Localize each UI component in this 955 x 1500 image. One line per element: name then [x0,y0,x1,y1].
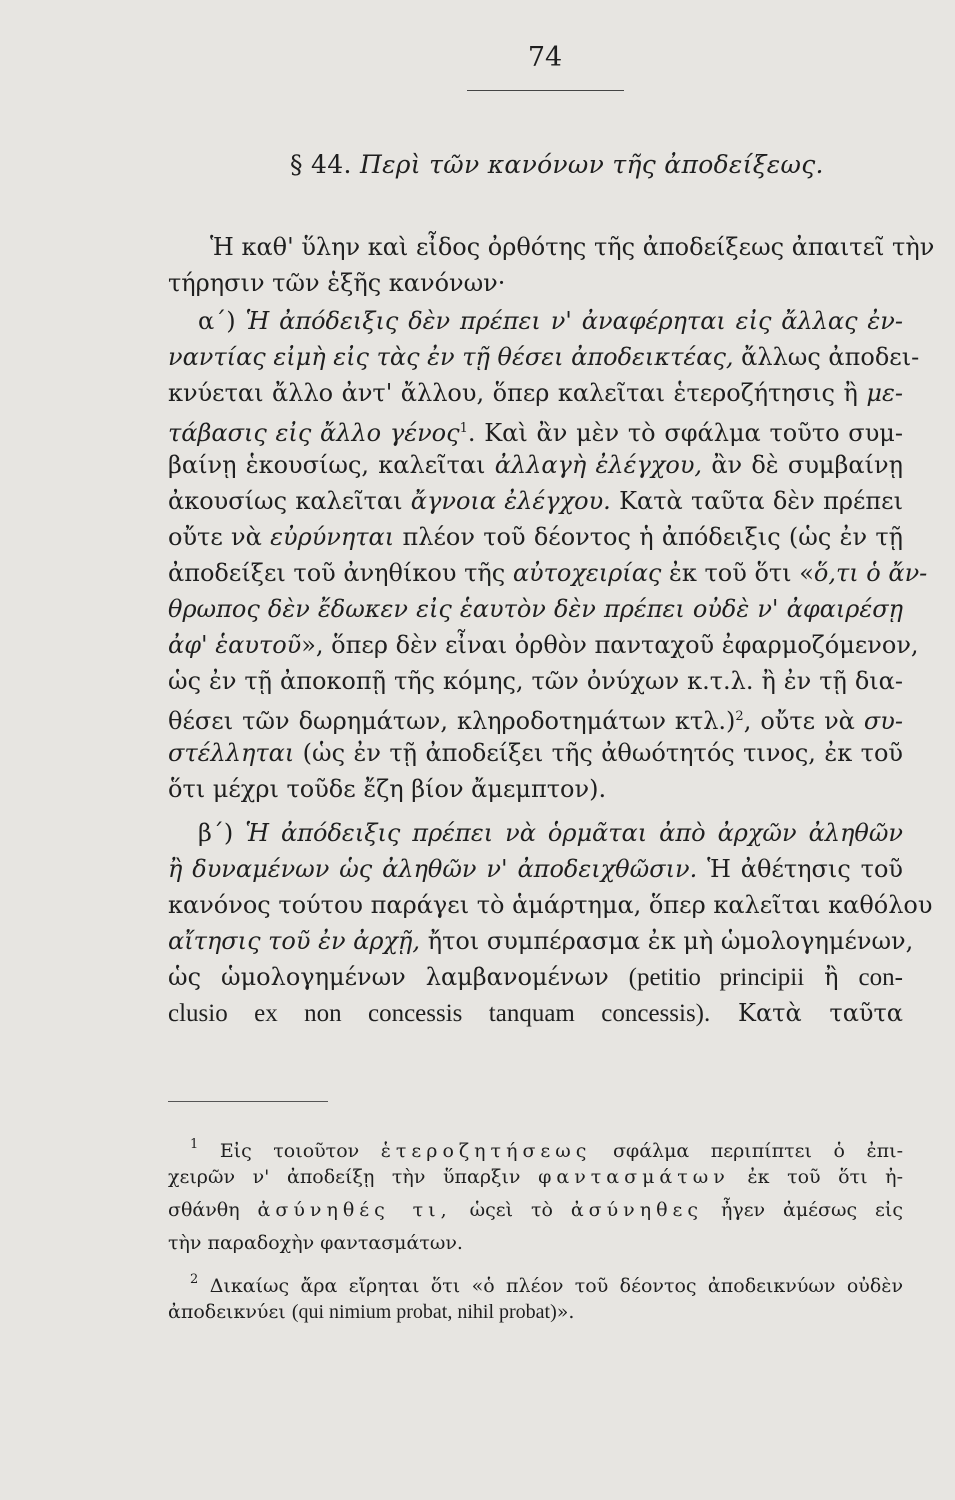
text-line-18: ἢ δυναμένων ὡς ἀληθῶν ν' ἀποδειχθῶσιν. Ἡ ἀθέτησις τοῦ [168,855,903,883]
footnote-ref-1: 1 [459,421,468,436]
footnote-2-line-1: $^2$ Δικαίως ἄρα εἴρηται ὅτι «ὁ πλέον τοῦ δέοντος ἀποδεικνύων οὐδὲν [190,1272,904,1297]
footnote-1-line-4: τὴν παραδοχὴν φαντασμάτων. [168,1232,463,1254]
section-title: Περὶ τῶν κανόνων τῆς ἀποδείξεως. [359,150,824,179]
section-heading [290,150,824,179]
footnote-1-line-2: χειρῶν ν' ἀποδείξῃ τὴν ὕπαρξιν φαντασμάτων ἐκ τοῦ ὅτι ἠ- [168,1166,903,1188]
footnote-2-mark: 2 [190,1272,199,1287]
text-line-13: ὡς ἐν τῇ ἀποκοπῇ τῆς κόμης, τῶν ὀνύχων κ.τ.λ. ἢ ἐν τῇ δια- [168,667,903,695]
text-line-3: α΄) Ἡ ἀπόδειξις δὲν πρέπει ν' ἀναφέρηται εἰς ἄλλας ἐν- [198,307,903,335]
footnote-1-mark: 1 [190,1137,199,1152]
footnote-1-line-3: σθάνθη ἀσύνηθές τι, ὡςεὶ τὸ ἀσύνηθες ἦγεν ἀμέσως εἰς [168,1199,903,1221]
page-number: 74 [527,42,563,73]
text-line-1: Ἡ καθ' ὕλην καὶ εἶδος ὀρθότης τῆς ἀποδείξεως ἀπαιτεῖ τὴν [210,233,935,261]
text-line-17: β΄) Ἡ ἀπόδειξις πρέπει νὰ ὁρμᾶται ἀπὸ ἀρχῶν ἀληθῶν [198,819,903,847]
text-line-11: θρωπος δὲν ἔδωκεν εἰς ἑαυτὸν δὲν πρέπει οὐδὲ ν' ἀφαιρέσῃ [168,595,903,623]
section-number: § 44. [290,150,352,179]
text-line-14: θέσει τῶν δωρημάτων, κληροδοτημάτων κτλ.)$^2$, οὔτε νὰ συ- [168,707,903,735]
footnote-ref-2: 2 [735,709,744,724]
text-line-8: ἀκουσίως καλεῖται ἄγνοια ἐλέγχου. Κατὰ ταῦτα δὲν πρέπει [168,487,903,515]
text-line-7: βαίνῃ ἑκουσίως, καλεῖται ἀλλαγὴ ἐλέγχου, ἂν δὲ συμβαίνῃ [168,451,903,479]
text-line-20: αἴτησις τοῦ ἐν ἀρχῇ, ἤτοι συμπέρασμα ἐκ μὴ ὡμολογημένων, [168,927,914,955]
rule-alpha-label: α΄) [198,307,236,335]
footnote-1-line-1: $^1$ Εἰς τοιοῦτον ἑτεροζητήσεως σφάλμα περιπίπτει ὁ ἐπι- [190,1137,903,1162]
text-line-2: τήρησιν τῶν ἑξῆς κανόνων· [168,269,506,297]
footnote-2-line-2: ἀποδεικνύει (qui nimium probat, nihil probat)». [168,1301,575,1323]
text-line-12: ἀφ' ἑαυτοῦ», ὅπερ δὲν εἶναι ὀρθὸν πανταχοῦ ἐφαρμοζόμενον, [168,631,919,659]
text-line-15: στέλληται (ὡς ἐν τῇ ἀποδείξει τῆς ἀθωότητός τινος, ἐκ τοῦ [168,739,903,767]
text-line-19: κανόνος τούτου παράγει τὸ ἁμάρτημα, ὅπερ καλεῖται καθόλου [168,891,933,919]
footnote-separator [168,1101,328,1102]
text-line-4: ναντίας εἰμὴ εἰς τὰς ἐν τῇ θέσει ἀποδεικτέας, ἄλλως ἀποδει- [168,343,920,371]
text-line-16: ὅτι μέχρι τοῦδε ἔζη βίον ἄμεμπτον). [168,775,607,803]
text-line-10: ἀποδείξει τοῦ ἀνηθίκου τῆς αὐτοχειρίας ἐκ τοῦ ὅτι «ὅ,τι ὁ ἄν- [168,559,928,587]
rule-beta-label: β΄) [198,819,234,847]
text-line-9: οὔτε νὰ εὐρύνηται πλέον τοῦ δέοντος ἡ ἀπόδειξις (ὡς ἐν τῇ [168,523,903,551]
text-line-5: κνύεται ἄλλο ἀντ' ἄλλου, ὅπερ καλεῖται ἑτεροζήτησις ἢ με- [168,379,903,407]
text-line-21: ὡς ὡμολογημένων λαμβανομένων (petitio principii ἢ con- [168,963,903,991]
text-line-6: τάβασις εἰς ἄλλο γένος$^1$. Καὶ ἂν μὲν τὸ σφάλμα τοῦτο συμ- [168,419,903,447]
text-line-22: clusio ex non concessis tanquam concessis). Κατὰ ταῦτα [168,999,903,1027]
page-number-rule [467,90,624,91]
